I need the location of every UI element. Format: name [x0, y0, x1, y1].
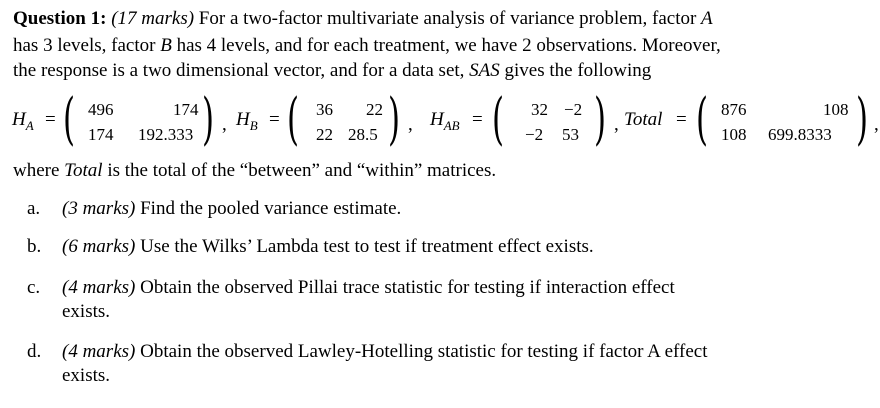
question-line-3 [13, 60, 651, 82]
matrix-hab-label: $H_{AB}$ [430, 109, 460, 133]
factor-a-symbol: A [701, 8, 713, 29]
question-line-2 [13, 35, 721, 57]
matrix-hb-cell-11: 36 [316, 100, 333, 119]
right-paren: ) [594, 87, 607, 152]
right-paren: ) [388, 87, 401, 152]
question-label: Question 1: [13, 8, 107, 29]
part-d-text: Obtain the observed Lawley-Hotelling statistic for testing if factor A effect [135, 341, 708, 362]
matrix-ha-label: $H_A$ [12, 109, 34, 133]
matrix-hab-cell-12: −2 [564, 100, 583, 119]
part-c-text: Obtain the observed Pillai trace statistic for testing if interaction effect [135, 277, 675, 298]
matrix-hb-label: $H_B$ [236, 109, 258, 133]
comma: , [614, 114, 619, 135]
question-text-2a: has 3 levels, factor [13, 35, 161, 56]
equals-sign: = [269, 109, 280, 130]
part-c-label: c. [27, 277, 41, 298]
matrix-ha-cell-21: 174 [88, 125, 114, 144]
part-d-cont: exists. [62, 365, 111, 386]
comma: , [874, 114, 879, 135]
matrix-total-label: Total [624, 109, 663, 130]
matrix-total-cell-11: 876 [721, 100, 747, 119]
right-paren: ) [202, 87, 215, 152]
comma: , [408, 114, 413, 135]
part-a-text: Find the pooled variance estimate. [135, 198, 402, 219]
matrix-total-cell-22: 699.8333 [768, 125, 832, 144]
left-paren: ( [287, 87, 300, 152]
equals-sign: = [45, 109, 56, 130]
matrix-hb-cell-21: 22 [316, 125, 333, 144]
matrix-ha-cell-11: 496 [88, 100, 114, 119]
where-line [13, 160, 496, 182]
where-text-b: is the total of the “between” and “within” matrices. [102, 160, 497, 181]
question-text-2b: has 4 levels, and for each treatment, we have 2 observations. Moreover, [171, 35, 721, 56]
left-paren: ( [492, 87, 505, 152]
question-text-3b: gives the following [499, 60, 652, 81]
matrix-hab-cell-21: −2 [525, 125, 544, 144]
part-b-label: b. [27, 236, 42, 257]
part-b-text: Use the Wilks’ Lambda test to test if treatment effect exists. [135, 236, 594, 257]
left-paren: ( [63, 87, 76, 152]
part-d-marks: (4 marks) [62, 341, 136, 362]
matrix-hab-cell-22: 53 [562, 125, 579, 144]
question-marks: (17 marks) [111, 8, 195, 29]
question-text-1: For a two-factor multivariate analysis of variance problem, factor [198, 8, 702, 29]
factor-b-symbol: B [160, 35, 172, 56]
comma: , [222, 114, 227, 135]
matrix-total-cell-12: 108 [823, 100, 849, 119]
part-c-marks: (4 marks) [62, 277, 136, 298]
equals-sign: = [676, 109, 687, 130]
question-line-1 [13, 8, 713, 30]
equals-sign: = [472, 109, 483, 130]
part-a-marks: (3 marks) [62, 198, 136, 219]
matrix-ha-cell-12: 174 [173, 100, 199, 119]
sas-symbol: SAS [469, 60, 500, 81]
left-paren: ( [696, 87, 709, 152]
part-b-marks: (6 marks) [62, 236, 136, 257]
matrices-row [12, 87, 879, 152]
matrix-ha-cell-22: 192.333 [138, 125, 194, 144]
part-d-label: d. [27, 341, 42, 362]
total-symbol: Total [64, 160, 103, 181]
matrix-hb-cell-22: 28.5 [348, 125, 378, 144]
question-text-3a: the response is a two dimensional vector, and for a data set, [13, 60, 470, 81]
part-a-label: a. [27, 198, 41, 219]
right-paren: ) [856, 87, 869, 152]
matrix-total-cell-21: 108 [721, 125, 747, 144]
where-text-a: where [13, 160, 65, 181]
matrix-hb-cell-12: 22 [366, 100, 383, 119]
part-c-cont: exists. [62, 301, 111, 322]
matrix-hab-cell-11: 32 [531, 100, 548, 119]
